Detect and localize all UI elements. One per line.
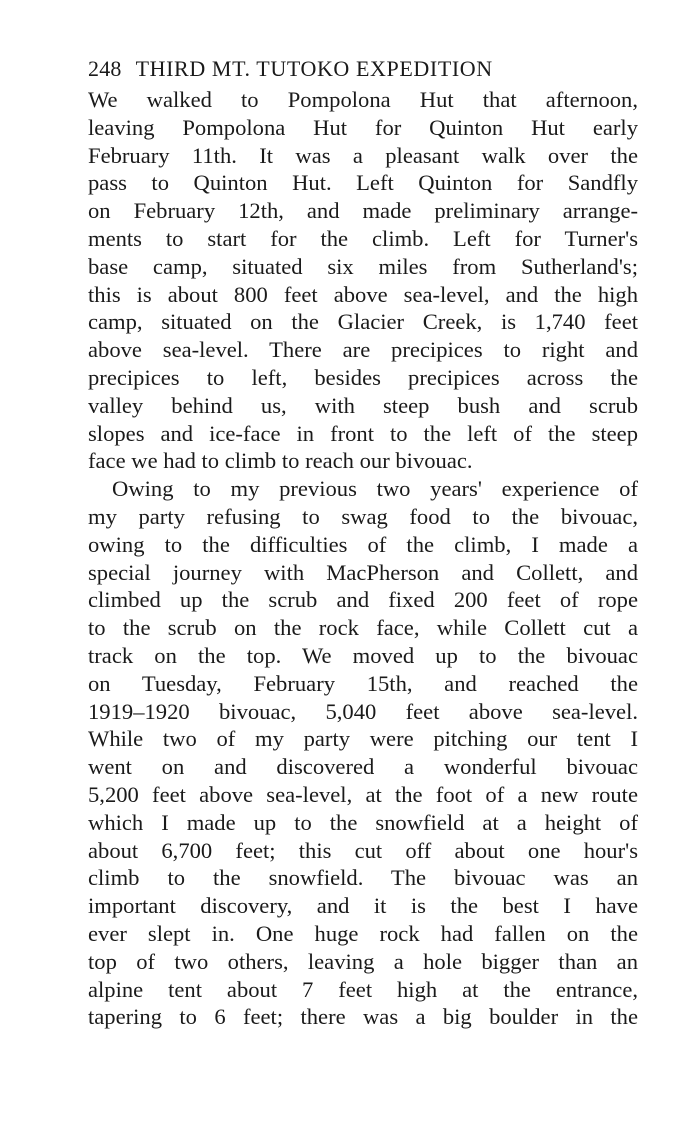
text-line: special journey with MacPherson and Collett, and bbox=[88, 559, 638, 585]
text-line: While two of my party were pitching our tent I bbox=[88, 726, 638, 752]
text-line: base camp, situated six miles from Sutherland's; bbox=[88, 253, 638, 279]
text-line: top of two others, leaving a hole bigger than an bbox=[88, 948, 638, 974]
text-line: important discovery, and it is the best I have bbox=[88, 893, 638, 919]
text-line: on February 12th, and made preliminary arrange- bbox=[88, 198, 638, 224]
text-line: leaving Pompolona Hut for Quinton Hut early bbox=[88, 114, 638, 140]
text-line: ever slept in. One huge rock had fallen on the bbox=[88, 920, 638, 946]
text-line: about 6,700 feet; this cut off about one hour's bbox=[88, 837, 638, 863]
text-line: valley behind us, with steep bush and scrub bbox=[88, 392, 638, 418]
text-line: slopes and ice-face in front to the left of the steep bbox=[88, 420, 638, 446]
text-line: went on and discovered a wonderful bivouac bbox=[88, 754, 638, 780]
text-line: February 11th. It was a pleasant walk over the bbox=[88, 142, 638, 168]
text-line: my party refusing to swag food to the bivouac, bbox=[88, 503, 638, 529]
text-line: to the scrub on the rock face, while Collett cut a bbox=[88, 615, 638, 641]
text-line: ments to start for the climb. Left for Turner's bbox=[88, 225, 638, 251]
text-line: pass to Quinton Hut. Left Quinton for Sandfly bbox=[88, 170, 638, 196]
book-page bbox=[88, 52, 638, 1031]
running-head bbox=[88, 52, 638, 86]
text-line: 5,200 feet above sea-level, at the foot of a new route bbox=[88, 781, 638, 807]
text-line: climbed up the scrub and fixed 200 feet of rope bbox=[88, 587, 638, 613]
text-line: precipices to left, besides precipices across the bbox=[88, 364, 638, 390]
text-line: owing to the difficulties of the climb, I made a bbox=[88, 531, 638, 557]
page-number: 248 bbox=[88, 56, 122, 81]
text-line: which I made up to the snowfield at a height of bbox=[88, 809, 638, 835]
text-line: camp, situated on the Glacier Creek, is 1,740 feet bbox=[88, 309, 638, 335]
text-line: tapering to 6 feet; there was a big boulder in the bbox=[88, 1004, 638, 1030]
text-line: this is about 800 feet above sea-level, and the high bbox=[88, 281, 638, 307]
running-title: THIRD MT. TUTOKO EXPEDITION bbox=[135, 56, 493, 81]
text-line: above sea-level. There are precipices to right and bbox=[88, 337, 638, 363]
text-line: Owing to my previous two years' experience of bbox=[112, 476, 638, 502]
paragraph-2 bbox=[88, 475, 638, 1031]
text-line: on Tuesday, February 15th, and reached the bbox=[88, 670, 638, 696]
body-text bbox=[88, 86, 638, 1031]
text-line: alpine tent about 7 feet high at the entrance, bbox=[88, 976, 638, 1002]
text-line: climb to the snowfield. The bivouac was an bbox=[88, 865, 638, 891]
text-line: 1919–1920 bivouac, 5,040 feet above sea-level. bbox=[88, 698, 638, 724]
text-line: We walked to Pompolona Hut that afternoon, bbox=[88, 87, 638, 112]
text-line: face we had to climb to reach our bivouac. bbox=[88, 448, 473, 474]
paragraph-1 bbox=[88, 86, 638, 475]
text-line: track on the top. We moved up to the bivouac bbox=[88, 642, 638, 668]
